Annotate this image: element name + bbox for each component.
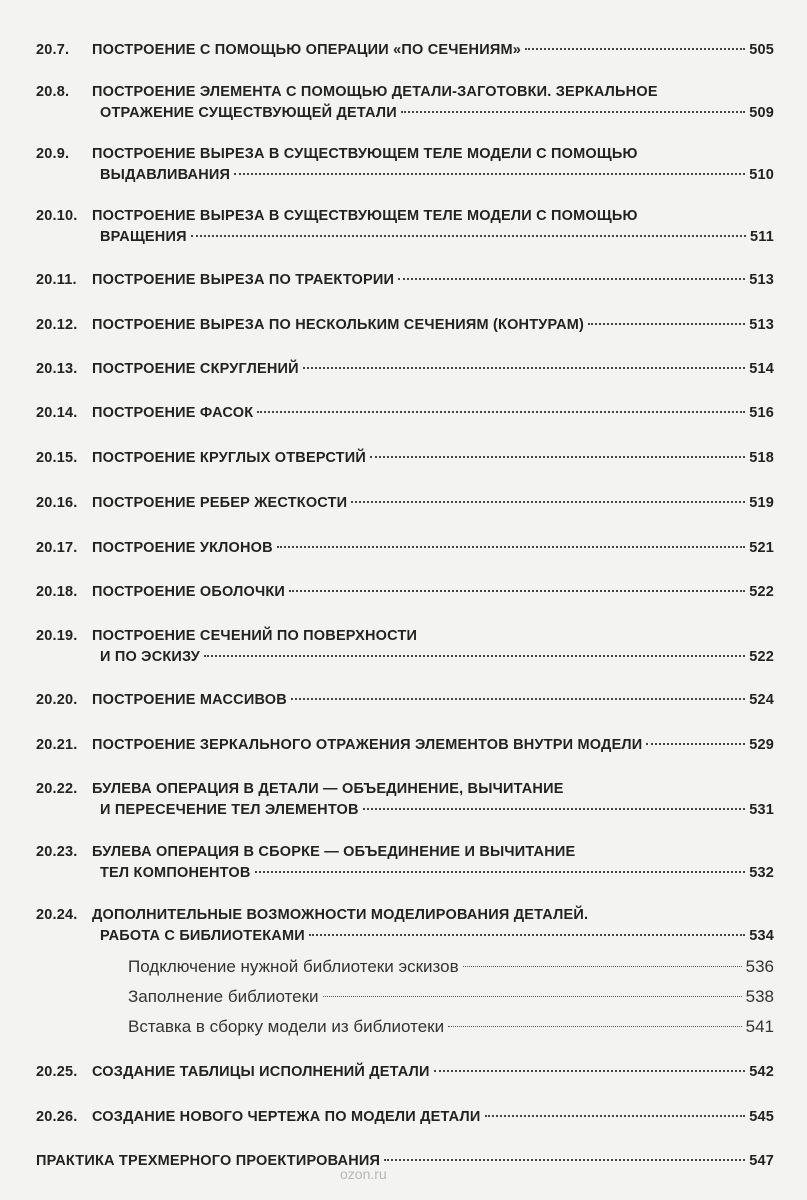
toc-entry[interactable] (36, 626, 774, 668)
toc-page-number: 509 (749, 105, 774, 121)
subentry-page-number: 536 (745, 957, 774, 976)
dot-leader (255, 871, 746, 873)
subentry-title: Заполнение библиотеки (128, 987, 319, 1006)
toc-number: 20.15. (36, 450, 78, 466)
toc-page-number: 510 (749, 167, 774, 183)
subentry-page-number: 541 (745, 1017, 774, 1036)
toc-entry[interactable] (36, 206, 774, 248)
toc-page-number: 547 (749, 1153, 774, 1169)
toc-page-number: 542 (749, 1064, 774, 1080)
toc-subentry[interactable] (128, 1016, 774, 1038)
subentry-title: Подключение нужной библиотеки эскизов (128, 957, 459, 976)
toc-entry[interactable] (36, 1107, 774, 1128)
toc-title-continued: ОТРАЖЕНИЕ СУЩЕСТВУЮЩЕЙ ДЕТАЛИ (100, 105, 397, 121)
toc-title: ПОСТРОЕНИЕ ВЫРЕЗА ПО ТРАЕКТОРИИ (92, 272, 395, 288)
toc-entry[interactable] (36, 82, 774, 124)
dot-leader (257, 411, 745, 413)
toc-number: 20.7. (36, 42, 70, 58)
toc-entry[interactable] (36, 359, 774, 380)
toc-number: 20.13. (36, 361, 78, 377)
toc-title: БУЛЕВА ОПЕРАЦИЯ В ДЕТАЛИ — ОБЪЕДИНЕНИЕ, ВЫЧИТАНИЕ (92, 781, 564, 797)
dot-leader (204, 655, 745, 657)
dot-leader (588, 323, 745, 325)
toc-number: 20.21. (36, 737, 78, 753)
toc-title-continued: ВРАЩЕНИЯ (100, 229, 187, 245)
toc-number: 20.16. (36, 495, 78, 511)
dot-leader (398, 278, 745, 280)
dot-leader (291, 698, 745, 700)
toc-number: 20.10. (36, 208, 78, 224)
dot-leader (234, 173, 745, 175)
toc-entry[interactable] (36, 493, 774, 514)
toc-title: БУЛЕВА ОПЕРАЦИЯ В СБОРКЕ — ОБЪЕДИНЕНИЕ И ВЫЧИТАНИЕ (92, 844, 576, 860)
toc-number: 20.9. (36, 146, 70, 162)
toc-number: 20.8. (36, 84, 70, 100)
toc-title: ПОСТРОЕНИЕ ЗЕРКАЛЬНОГО ОТРАЖЕНИЯ ЭЛЕМЕНТОВ ВНУТРИ МОДЕЛИ (92, 737, 643, 753)
toc-title: ПОСТРОЕНИЕ ВЫРЕЗА ПО НЕСКОЛЬКИМ СЕЧЕНИЯМ (КОНТУРАМ) (92, 317, 585, 333)
subentry-page-number: 538 (745, 987, 774, 1006)
toc-title: ПОСТРОЕНИЕ ФАСОК (92, 405, 254, 421)
toc-title: ПОСТРОЕНИЕ УКЛОНОВ (92, 540, 273, 556)
toc-title: СОЗДАНИЕ НОВОГО ЧЕРТЕЖА ПО МОДЕЛИ ДЕТАЛИ (92, 1109, 481, 1125)
toc-entry[interactable] (36, 735, 774, 756)
toc-entry[interactable] (36, 779, 774, 821)
toc-entry[interactable] (36, 1062, 774, 1083)
toc-title: ПОСТРОЕНИЕ СЕЧЕНИЙ ПО ПОВЕРХНОСТИ (92, 628, 418, 644)
toc-title: ПОСТРОЕНИЕ МАССИВОВ (92, 692, 287, 708)
dot-leader (448, 1026, 742, 1027)
toc-number: 20.24. (36, 907, 78, 923)
toc-number: 20.17. (36, 540, 78, 556)
toc-page-number: 505 (749, 42, 774, 58)
dot-leader (434, 1070, 746, 1072)
dot-leader (303, 367, 745, 369)
toc-page-number: 511 (750, 229, 774, 245)
toc-page-number: 534 (749, 928, 774, 944)
toc-title-continued: ТЕЛ КОМПОНЕНТОВ (100, 865, 251, 881)
dot-leader (323, 996, 742, 997)
toc-number: 20.20. (36, 692, 78, 708)
toc-number: 20.19. (36, 628, 78, 644)
toc-entry[interactable] (36, 403, 774, 424)
toc-entry[interactable] (36, 315, 774, 336)
toc-entry[interactable] (36, 270, 774, 291)
toc-title: ПОСТРОЕНИЕ РЕБЕР ЖЕСТКОСТИ (92, 495, 348, 511)
dot-leader (401, 111, 745, 113)
toc-title: ПОСТРОЕНИЕ СКРУГЛЕНИЙ (92, 361, 299, 377)
toc-entry[interactable] (36, 842, 774, 884)
toc-number: 20.22. (36, 781, 78, 797)
dot-leader (525, 48, 745, 50)
toc-number: 20.26. (36, 1109, 78, 1125)
toc-page-number: 513 (749, 317, 774, 333)
toc-number: 20.12. (36, 317, 78, 333)
toc-page-number: 518 (749, 450, 774, 466)
dot-leader (370, 456, 745, 458)
toc-title: ПОСТРОЕНИЕ ЭЛЕМЕНТА С ПОМОЩЬЮ ДЕТАЛИ-ЗАГОТОВКИ. ЗЕРКАЛЬНОЕ (92, 84, 658, 100)
toc-number: 20.18. (36, 584, 78, 600)
toc-title: ПОСТРОЕНИЕ КРУГЛЫХ ОТВЕРСТИЙ (92, 450, 366, 466)
toc-page-number: 521 (749, 540, 774, 556)
toc-entry[interactable] (36, 1151, 774, 1172)
toc-page-number: 519 (749, 495, 774, 511)
toc-page-number: 524 (749, 692, 774, 708)
dot-leader (351, 501, 745, 503)
dot-leader (289, 590, 745, 592)
toc-title-continued: И ПЕРЕСЕЧЕНИЕ ТЕЛ ЭЛЕМЕНТОВ (100, 802, 359, 818)
toc-title: ПОСТРОЕНИЕ ВЫРЕЗА В СУЩЕСТВУЮЩЕМ ТЕЛЕ МОДЕЛИ С ПОМОЩЬЮ (92, 146, 638, 162)
toc-entry[interactable] (36, 40, 774, 61)
toc-page-number: 513 (749, 272, 774, 288)
dot-leader (485, 1115, 746, 1117)
toc-entry[interactable] (36, 144, 774, 186)
toc-number: 20.25. (36, 1064, 78, 1080)
toc-page-number: 545 (749, 1109, 774, 1125)
dot-leader (277, 546, 745, 548)
dot-leader (463, 966, 742, 967)
toc-title: СОЗДАНИЕ ТАБЛИЦЫ ИСПОЛНЕНИЙ ДЕТАЛИ (92, 1064, 430, 1080)
toc-page-number: 529 (749, 737, 774, 753)
toc-subentry[interactable] (128, 986, 774, 1008)
toc-title-continued: РАБОТА С БИБЛИОТЕКАМИ (100, 928, 305, 944)
toc-title: ПОСТРОЕНИЕ С ПОМОЩЬЮ ОПЕРАЦИИ «ПО СЕЧЕНИЯМ» (92, 42, 521, 58)
toc-page-number: 532 (749, 865, 774, 881)
dot-leader (384, 1159, 745, 1161)
toc-number: 20.23. (36, 844, 78, 860)
toc-number: 20.14. (36, 405, 78, 421)
dot-leader (646, 743, 745, 745)
subentry-title: Вставка в сборку модели из библиотеки (128, 1017, 445, 1036)
toc-page-number: 522 (749, 584, 774, 600)
toc-page-number: 516 (749, 405, 774, 421)
toc-page-number: 522 (749, 649, 774, 665)
toc-page-number: 531 (749, 802, 774, 818)
toc-title-continued: ВЫДАВЛИВАНИЯ (100, 167, 231, 183)
dot-leader (191, 235, 746, 237)
toc-entry[interactable] (36, 582, 774, 603)
toc-entry[interactable] (36, 538, 774, 559)
toc-title: ПРАКТИКА ТРЕХМЕРНОГО ПРОЕКТИРОВАНИЯ (36, 1153, 381, 1169)
toc-page-number: 514 (749, 361, 774, 377)
toc-entry[interactable] (36, 905, 774, 947)
toc-title: ПОСТРОЕНИЕ ВЫРЕЗА В СУЩЕСТВУЮЩЕМ ТЕЛЕ МОДЕЛИ С ПОМОЩЬЮ (92, 208, 638, 224)
dot-leader (363, 808, 746, 810)
toc-title-continued: И ПО ЭСКИЗУ (100, 649, 200, 665)
toc-entry[interactable] (36, 448, 774, 469)
toc-title: ПОСТРОЕНИЕ ОБОЛОЧКИ (92, 584, 286, 600)
watermark: ozon.ru (340, 1166, 387, 1182)
toc-entry[interactable] (36, 690, 774, 711)
toc-subentry[interactable] (128, 956, 774, 978)
toc-title: ДОПОЛНИТЕЛЬНЫЕ ВОЗМОЖНОСТИ МОДЕЛИРОВАНИЯ ДЕТАЛЕЙ. (92, 907, 589, 923)
dot-leader (309, 934, 745, 936)
toc-number: 20.11. (36, 272, 77, 288)
